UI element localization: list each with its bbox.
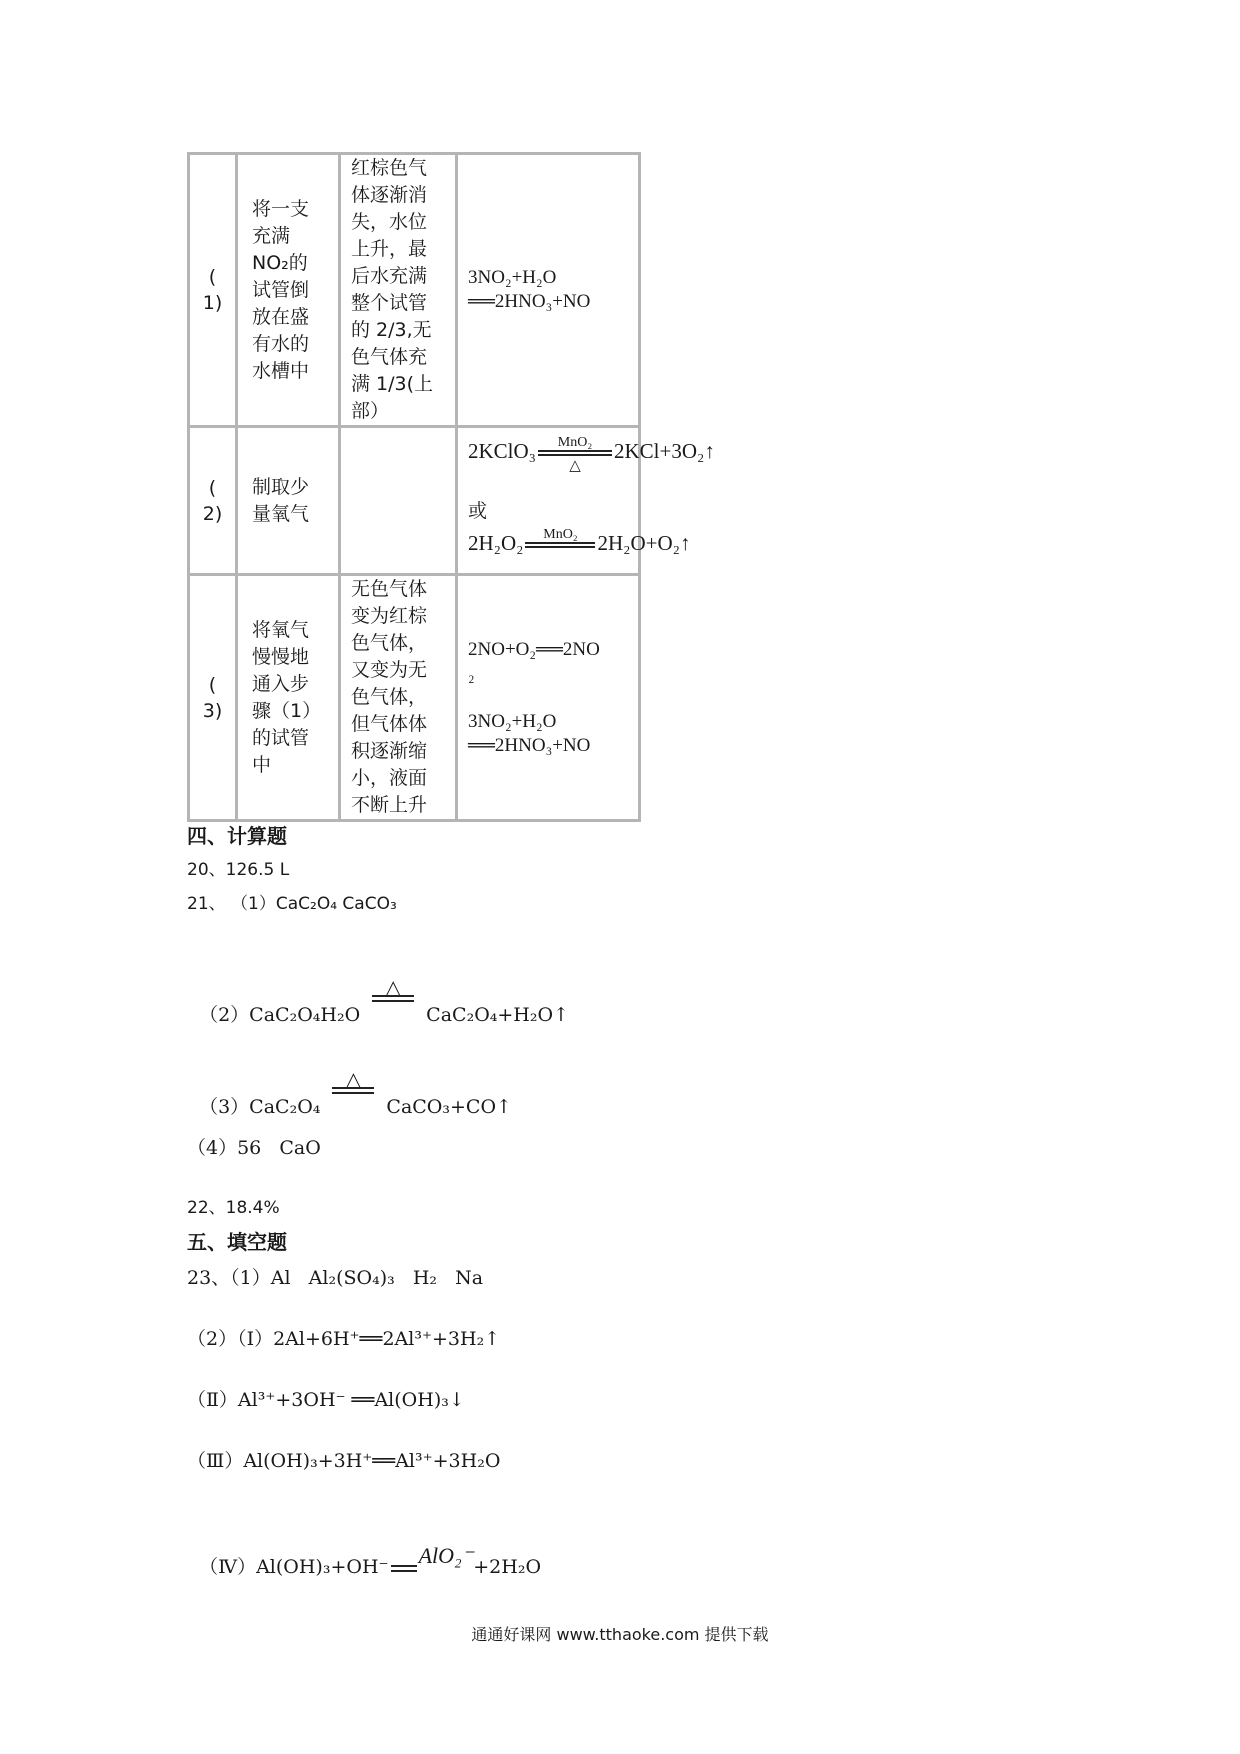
phenomenon-line: 色气体， <box>351 632 428 654</box>
table-row <box>189 154 640 427</box>
phenomenon-line: 体逐渐消 <box>351 184 428 206</box>
operation-line: 试管倒 <box>252 278 310 301</box>
operation-line: 将一支 <box>252 197 310 220</box>
equation-line: 3NO₂+H₂O <box>468 710 557 732</box>
step-label: ( <box>208 266 217 288</box>
equation-line: ══2HNO₃+NO <box>468 291 591 312</box>
answer-23-II: （Ⅱ）Al³⁺+3OH⁻ ══Al(OH)₃↓ <box>187 1389 465 1411</box>
table-row <box>189 427 640 575</box>
equation-line <box>468 686 638 710</box>
operation-line: 量氧气 <box>252 502 310 525</box>
or-label: 或 <box>468 499 488 522</box>
phenomenon-line: 又变为无 <box>351 659 428 681</box>
catalyst-label: MnO₂ <box>543 526 578 542</box>
operation-line: 通入步 <box>252 672 310 695</box>
answer-23-IV <box>187 1530 541 1579</box>
section-heading: 五、填空题 <box>187 1230 287 1254</box>
operation-line: 中 <box>252 753 272 776</box>
answer-22: 22、18.4% <box>187 1198 280 1218</box>
answer-21-4: （4）56 CaO <box>187 1137 321 1159</box>
equation-line: ₂ <box>468 662 475 684</box>
experiment-table <box>187 152 715 822</box>
equation-product: +2H₂O <box>473 1556 542 1578</box>
step-label: ( <box>208 476 217 499</box>
equation-reactant: 2H₂O₂ <box>468 530 524 555</box>
step-cell <box>189 575 237 821</box>
heat-symbol: △ <box>569 457 581 474</box>
equation-product: 2KCl+3O₂↑ <box>614 438 715 463</box>
equation-reactant: 2KClO₃ <box>468 438 536 463</box>
step-label: 2) <box>202 502 223 525</box>
equation-reactant: （3）CaC₂O₄ <box>199 1096 321 1118</box>
step-label: ( <box>208 673 217 696</box>
operation-line: 慢慢地 <box>252 645 310 668</box>
operation-line: 放在盛 <box>252 305 310 328</box>
phenomenon-line: 的 2/3,无 <box>351 319 432 341</box>
phenomenon-line: 色气体充 <box>351 346 428 368</box>
equation-line: 2NO+O₂══2NO <box>468 638 600 660</box>
operation-line: NO₂的 <box>252 251 308 274</box>
operation-cell <box>237 427 340 575</box>
heat-symbol: △ <box>345 1067 362 1091</box>
phenomenon-line: 后水充满 <box>351 265 428 287</box>
operation-line: 制取少 <box>252 475 310 498</box>
operation-line: 充满 <box>252 224 291 247</box>
step-cell <box>189 154 237 427</box>
operation-line: 的试管 <box>252 726 310 749</box>
phenomenon-line: 小，液面 <box>351 767 428 789</box>
phenomenon-cell <box>340 575 457 821</box>
equation-cell <box>457 154 640 427</box>
phenomenon-line: 无色气体 <box>351 578 428 600</box>
operation-cell <box>237 154 340 427</box>
catalyst-label: MnO₂ <box>557 434 593 450</box>
phenomenon-line: 整个试管 <box>351 292 428 314</box>
equation-product: CaC₂O₄+H₂O↑ <box>426 1004 569 1026</box>
answer-20: 20、126.5 L <box>187 860 290 880</box>
equation-line: ══2HNO₃+NO <box>468 734 591 756</box>
phenomenon-cell <box>340 427 457 575</box>
equation-product: CaCO₃+CO↑ <box>386 1096 512 1118</box>
reaction-condition <box>538 434 612 474</box>
equation-reactant: （Ⅳ）Al(OH)₃+OH⁻ <box>199 1556 389 1578</box>
equals-sign <box>391 1565 417 1572</box>
operation-line: 有水的 <box>252 332 310 355</box>
table-row <box>189 575 640 821</box>
phenomenon-cell <box>340 154 457 427</box>
phenomenon-line: 部） <box>351 400 390 422</box>
heat-symbol: △ <box>385 975 401 999</box>
equation-cell <box>457 427 715 575</box>
answer-21-3 <box>187 1067 512 1119</box>
operation-cell <box>237 575 340 821</box>
answer-23-III: （Ⅲ）Al(OH)₃+3H⁺══Al³⁺+3H₂O <box>187 1450 501 1472</box>
heat-condition <box>360 975 426 1021</box>
phenomenon-line: 色气体， <box>351 686 428 708</box>
kclo3-equation <box>468 434 715 474</box>
heat-condition <box>320 1067 386 1113</box>
aluminate-ion: AlO₂⁻ <box>418 1543 474 1568</box>
answer-21-1: 21、 （1）CaC₂O₄ CaCO₃ <box>187 894 397 914</box>
phenomenon-line: 变为红棕 <box>351 605 428 627</box>
phenomenon-line: 上升，最 <box>351 238 428 260</box>
operation-line: 将氧气 <box>252 618 310 641</box>
answer-23-2: （2）（Ⅰ）2Al+6H⁺══2Al³⁺+3H₂↑ <box>187 1328 501 1350</box>
answer-21-2 <box>187 975 569 1027</box>
footer-text: 通通好课网 www.tthaoke.com 提供下载 <box>471 1625 769 1644</box>
step-label: 1) <box>202 292 223 314</box>
phenomenon-line: 不断上升 <box>351 794 428 816</box>
phenomenon-line: 满 1/3(上 <box>351 373 434 395</box>
reaction-condition <box>525 526 595 557</box>
operation-line: 水槽中 <box>252 359 310 382</box>
equation-product: 2H₂O+O₂↑ <box>597 530 691 555</box>
phenomenon-line: 失，水位 <box>351 211 428 233</box>
phenomenon-line: 但气体体 <box>351 713 428 735</box>
equation-cell <box>457 575 640 821</box>
section-heading: 四、计算题 <box>187 824 287 848</box>
phenomenon-line: 积逐渐缩 <box>351 740 428 762</box>
h2o2-equation <box>468 526 691 557</box>
operation-line: 骤（1） <box>252 699 322 722</box>
equation-reactant: （2）CaC₂O₄H₂O <box>199 1004 361 1026</box>
equation-line: 3NO₂+H₂O <box>468 267 557 288</box>
step-label: 3) <box>202 699 223 722</box>
step-cell <box>189 427 237 575</box>
phenomenon-line: 红棕色气 <box>351 157 428 179</box>
answer-23-1: 23、（1）Al Al₂(SO₄)₃ H₂ Na <box>187 1267 484 1289</box>
